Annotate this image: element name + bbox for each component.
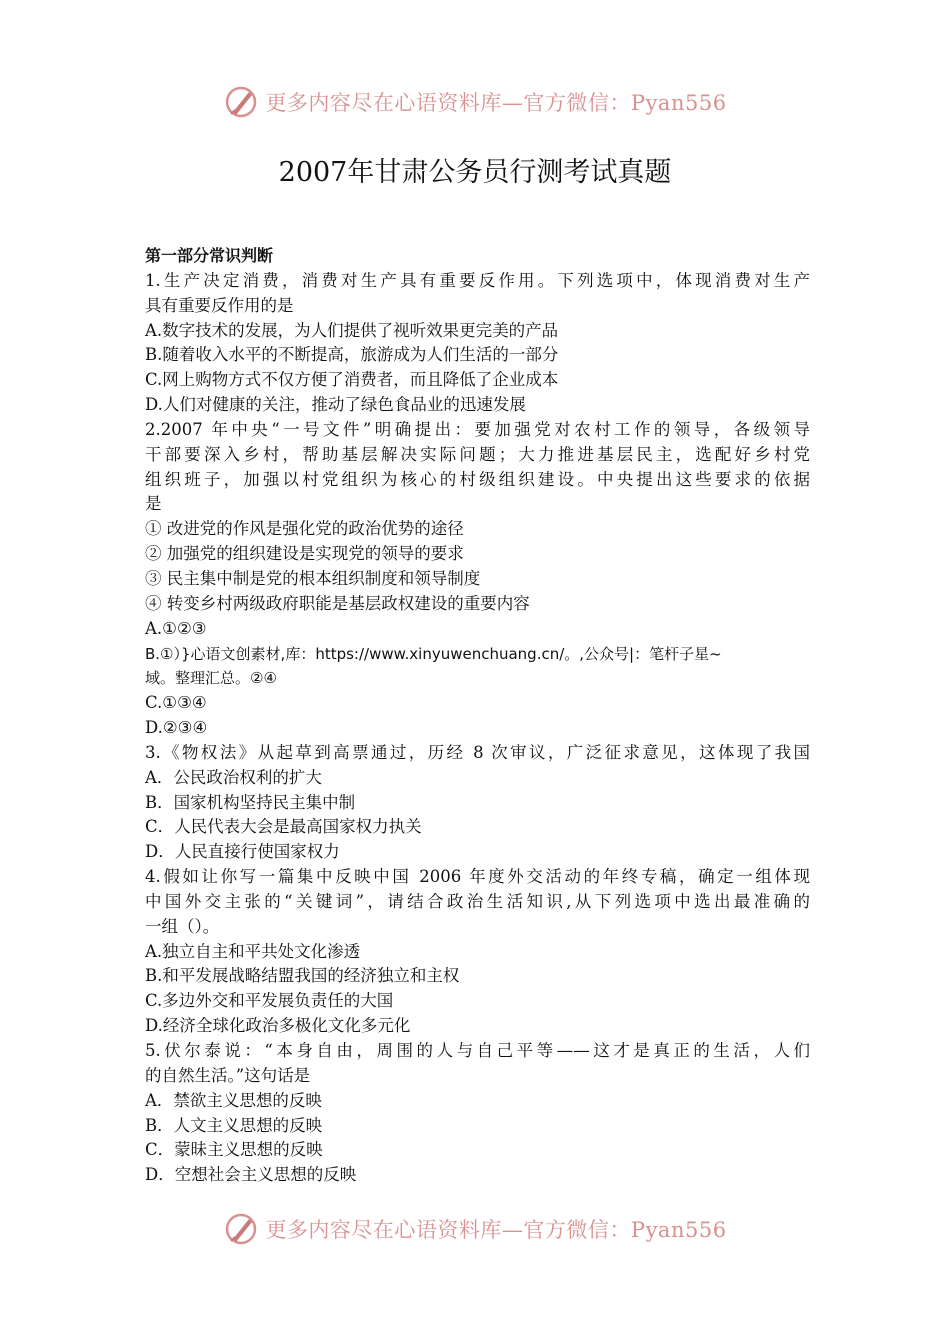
q4-option-d: D.经济全球化政治多极化文化多元化 bbox=[145, 1016, 411, 1036]
q2-option-b-line-1: B.①）}心语文创素材,库：https://www.xinyuwenchuang.cn/。,公众号|：笔杆子星~ bbox=[145, 644, 722, 663]
q5-option-c: C．蒙昧主义思想的反映 bbox=[145, 1140, 323, 1160]
q1-option-d: D.人们对健康的关注，推动了绿色食品业的迅速发展 bbox=[145, 395, 526, 415]
q5-option-a: A．禁欲主义思想的反映 bbox=[145, 1090, 322, 1110]
q5-option-d: D．空想社会主义思想的反映 bbox=[145, 1165, 357, 1185]
q2-statement-4: ④ 转变乡村两级政府职能是基层政权建设的重要内容 bbox=[145, 593, 530, 613]
q2-statement-1: ① 改进党的作风是强化党的政治优势的途径 bbox=[145, 519, 464, 539]
q3-option-d: D．人民直接行使国家权力 bbox=[145, 842, 340, 862]
footer-banner bbox=[0, 1209, 950, 1249]
q3-option-a: A．公民政治权利的扩大 bbox=[145, 767, 322, 787]
document-body bbox=[145, 244, 810, 1188]
header-banner-text: 更多内容尽在心语资料库—官方微信：Pyan556 bbox=[265, 91, 727, 115]
q2-option-b-line-2: 域。整理汇总。②④ bbox=[145, 669, 277, 688]
question-4-line-1: 4.假如让你写一篇集中反映中国 2006 年度外交活动的年终专稿，确定一组体现 bbox=[145, 867, 810, 887]
q4-option-c: C.多边外交和平发展负责任的大国 bbox=[145, 991, 394, 1011]
q1-option-a: A.数字技术的发展，为人们提供了视听效果更完美的产品 bbox=[145, 320, 559, 340]
header-banner bbox=[0, 82, 950, 122]
q4-option-a: A.独立自主和平共处文化渗透 bbox=[145, 941, 361, 961]
q3-option-c: C．人民代表大会是最高国家权力执关 bbox=[145, 817, 422, 837]
question-2-line-1: 2.2007 年中央“一号文件”明确提出：要加强党对农村工作的领导，各级领导 bbox=[145, 419, 810, 439]
question-5-line-2: 的自然生活。”这句话是 bbox=[145, 1065, 311, 1085]
question-4-line-3: 一组（）。 bbox=[145, 916, 220, 936]
question-2-line-2: 干部要深入乡村，帮助基层解决实际问题；大力推进基层民主，选配好乡村党 bbox=[145, 444, 810, 464]
q3-option-b: B．国家机构坚持民主集中制 bbox=[145, 792, 356, 812]
q2-statement-3: ③ 民主集中制是党的根本组织制度和领导制度 bbox=[145, 568, 481, 588]
q2-option-a: A.①②③ bbox=[145, 618, 207, 638]
quill-logo-icon bbox=[223, 84, 259, 120]
question-3: 3.《物权法》从起草到高票通过，历经 8 次审议，广泛征求意见，这体现了我国 bbox=[145, 742, 810, 762]
section-heading: 第一部分常识判断 bbox=[145, 246, 274, 265]
q2-statement-2: ② 加强党的组织建设是实现党的领导的要求 bbox=[145, 544, 464, 564]
question-4-line-2: 中国外交主张的“关键词”，请结合政治生活知识,从下列选项中选出最准确的 bbox=[145, 891, 810, 911]
q4-option-b: B.和平发展战略结盟我国的经济独立和主权 bbox=[145, 966, 460, 986]
q1-option-b: B.随着收入水平的不断提高，旅游成为人们生活的一部分 bbox=[145, 345, 559, 365]
question-2-line-3: 组织班子，加强以村党组织为核心的村级组织建设。中央提出这些要求的依据 bbox=[145, 469, 810, 489]
question-2-line-4: 是 bbox=[145, 494, 162, 514]
q1-option-c: C.网上购物方式不仅方便了消费者，而且降低了企业成本 bbox=[145, 370, 559, 390]
q2-option-d: D.②③④ bbox=[145, 718, 208, 738]
question-5-line-1: 5.伏尔泰说：“本身自由，周围的人与自己平等——这才是真正的生活，人们 bbox=[145, 1041, 810, 1060]
q5-option-b: B．人文主义思想的反映 bbox=[145, 1115, 323, 1135]
question-1-line-2: 具有重要反作用的是 bbox=[145, 295, 294, 315]
question-1-line-1: 1.生产决定消费，消费对生产具有重要反作用。下列选项中，体现消费对生产 bbox=[145, 270, 810, 290]
footer-banner-text: 更多内容尽在心语资料库—官方微信：Pyan556 bbox=[265, 1218, 727, 1242]
document-title: 2007年甘肃公务员行测考试真题 bbox=[278, 157, 672, 188]
quill-logo-icon bbox=[223, 1211, 259, 1247]
q2-option-c: C.①③④ bbox=[145, 693, 207, 713]
